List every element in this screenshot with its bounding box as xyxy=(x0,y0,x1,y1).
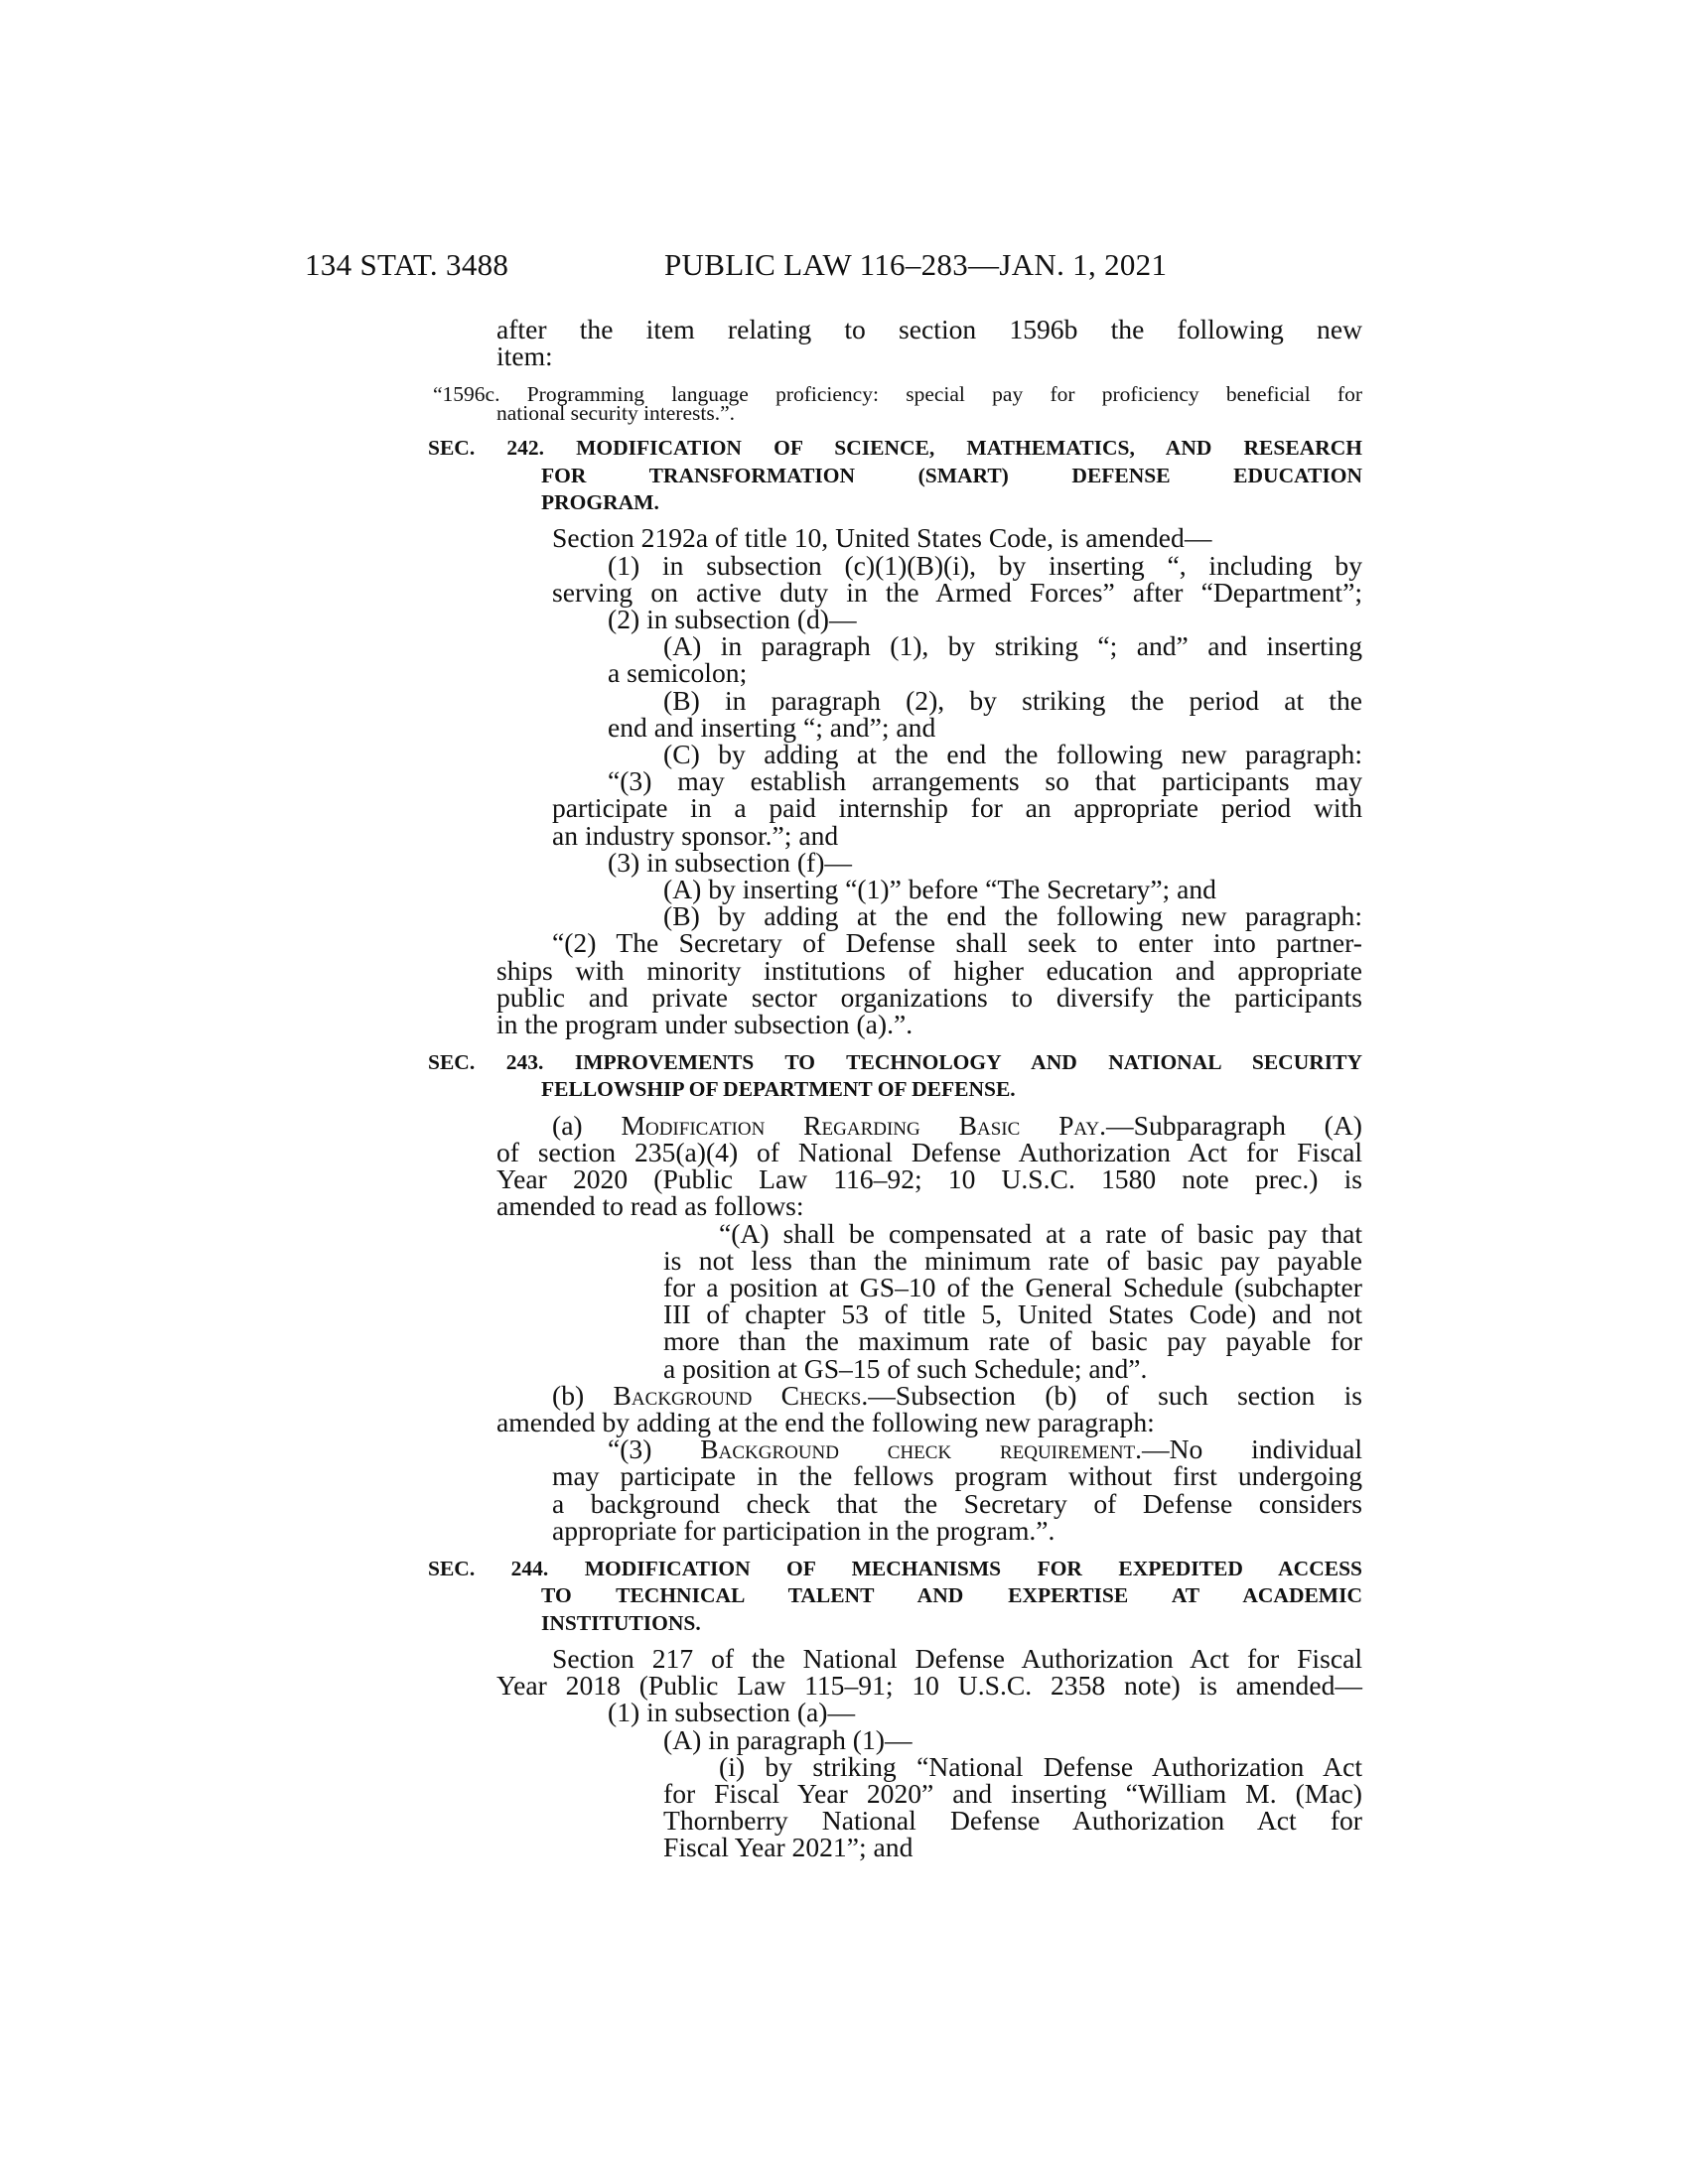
subsection-heading: Modification Regarding Basic Pay xyxy=(621,1109,1100,1141)
body-line: (A) in paragraph (1), by striking “; and” and inserting xyxy=(663,630,1362,662)
public-law-running-head: PUBLIC LAW 116–283—JAN. 1, 2021 xyxy=(664,247,1168,282)
body-line: a semicolon; xyxy=(608,657,748,689)
body-line: Fiscal Year 2021”; and xyxy=(663,1832,914,1863)
toc-line: “1596c. Programming language proficiency: special pay for proficiency beneficial for xyxy=(433,382,1362,407)
body-line: of section 235(a)(4) of National Defense Authorization Act for Fiscal xyxy=(496,1136,1362,1167)
body-line: (1) in subsection (a)— xyxy=(608,1697,856,1728)
heading-line: FOR TRANSFORMATION (SMART) DEFENSE EDUCATION xyxy=(541,463,1362,487)
body-line xyxy=(496,1433,1362,1465)
body-line: is not less than the minimum rate of basic pay payable xyxy=(663,1244,1362,1276)
body-line: (i) by striking “National Defense Authorization Act xyxy=(719,1750,1362,1782)
heading-line: PROGRAM. xyxy=(541,490,659,514)
body-line: Thornberry National Defense Authorization Act for xyxy=(663,1805,1362,1837)
heading-line: FELLOWSHIP OF DEPARTMENT OF DEFENSE. xyxy=(541,1077,1016,1102)
heading-line: INSTITUTIONS. xyxy=(541,1610,701,1635)
body-line: “(A) shall be compensated at a rate of basic pay that xyxy=(719,1217,1362,1249)
body-line: Year 2018 (Public Law 115–91; 10 U.S.C. 2358 note) is amended— xyxy=(496,1670,1362,1702)
document-body xyxy=(428,314,1363,1863)
body-line: “(3) may establish arrangements so that participants may xyxy=(608,765,1362,797)
body-line: (3) in subsection (f)— xyxy=(608,846,852,878)
heading-line: SEC. 243. IMPROVEMENTS TO TECHNOLOGY AND NATIONAL SECURITY xyxy=(428,1050,1362,1075)
subsection-text: .—Subsection (b) of such section is xyxy=(861,1379,1363,1411)
body-line: item: xyxy=(496,341,553,372)
page-header xyxy=(305,247,1364,287)
paragraph-label: “(3) xyxy=(608,1433,701,1465)
body-line: for a position at GS–10 of the General Schedule (subchapter xyxy=(663,1271,1362,1302)
section-heading-244 xyxy=(428,1556,1362,1637)
body-line: (A) in paragraph (1)— xyxy=(663,1723,913,1755)
body-line: an industry sponsor.”; and xyxy=(552,819,839,851)
heading-line: SEC. 244. MODIFICATION OF MECHANISMS FOR EXPEDITED ACCESS xyxy=(428,1557,1362,1580)
paragraph-text: .—No individual xyxy=(1135,1433,1362,1465)
table-of-contents-item xyxy=(433,382,1362,426)
body-line: more than the maximum rate of basic pay payable for xyxy=(663,1325,1362,1357)
body-line: ships with minority institutions of higher education and appropriate xyxy=(496,954,1362,986)
body-line: participate in a paid internship for an appropriate period with xyxy=(552,792,1362,824)
body-line: amended to read as follows: xyxy=(496,1190,804,1222)
body-line: end and inserting “; and”; and xyxy=(608,711,936,743)
heading-line: TO TECHNICAL TALENT AND EXPERTISE AT ACADEMIC xyxy=(541,1583,1362,1608)
body-line: (B) by adding at the end the following new paragraph: xyxy=(663,900,1362,932)
body-line: Section 2192a of title 10, United States Code, is amended— xyxy=(552,522,1212,554)
body-line: III of chapter 53 of title 5, United States Code) and not xyxy=(663,1298,1362,1330)
body-line xyxy=(496,1379,1363,1411)
body-line: amended by adding at the end the following new paragraph: xyxy=(496,1406,1155,1437)
body-line: public and private sector organizations to diversify the participants xyxy=(496,981,1362,1013)
body-line: after the item relating to section 1596b the following new xyxy=(496,314,1362,344)
body-line: a background check that the Secretary of Defense considers xyxy=(552,1487,1362,1519)
body-line: (A) by inserting “(1)” before “The Secretary”; and xyxy=(663,873,1216,904)
body-line: (B) in paragraph (2), by striking the period at the xyxy=(663,684,1362,716)
body-line: (C) by adding at the end the following new paragraph: xyxy=(663,738,1362,769)
body-line: for Fiscal Year 2020” and inserting “William M. (Mac) xyxy=(663,1777,1362,1809)
body-line: “(2) The Secretary of Defense shall seek to enter into partner- xyxy=(552,927,1362,959)
body-line: Section 217 of the National Defense Authorization Act for Fiscal xyxy=(552,1642,1362,1674)
subsection-text: .—Subparagraph (A) xyxy=(1099,1109,1362,1141)
subsection-label: (a) xyxy=(552,1109,622,1141)
section-heading-242 xyxy=(428,435,1362,516)
paragraph-heading: Background check requirement xyxy=(700,1433,1136,1465)
body-line: Year 2020 (Public Law 116–92; 10 U.S.C. 1580 note prec.) is xyxy=(496,1163,1362,1195)
body-line xyxy=(496,1109,1362,1141)
body-line: (1) in subsection (c)(1)(B)(i), by inserting “, including by xyxy=(608,549,1362,581)
subsection-label: (b) xyxy=(552,1379,614,1411)
body-line: may participate in the fellows program without first undergoing xyxy=(552,1460,1362,1492)
body-line: (2) in subsection (d)— xyxy=(608,603,857,634)
body-line: serving on active duty in the Armed Forces” after “Department”; xyxy=(552,576,1362,608)
body-line: in the program under subsection (a).”. xyxy=(496,1008,914,1039)
section-heading-243 xyxy=(428,1049,1362,1104)
subsection-heading: Background Checks xyxy=(613,1379,862,1411)
heading-line: SEC. 242. MODIFICATION OF SCIENCE, MATHEMATICS, AND RESEARCH xyxy=(428,436,1362,461)
body-line: a position at GS–15 of such Schedule; and”. xyxy=(663,1352,1148,1384)
statute-page-number: 134 STAT. 3488 xyxy=(305,247,509,282)
toc-line: national security interests.”. xyxy=(496,401,736,426)
body-line: appropriate for participation in the program.”. xyxy=(552,1514,1055,1546)
